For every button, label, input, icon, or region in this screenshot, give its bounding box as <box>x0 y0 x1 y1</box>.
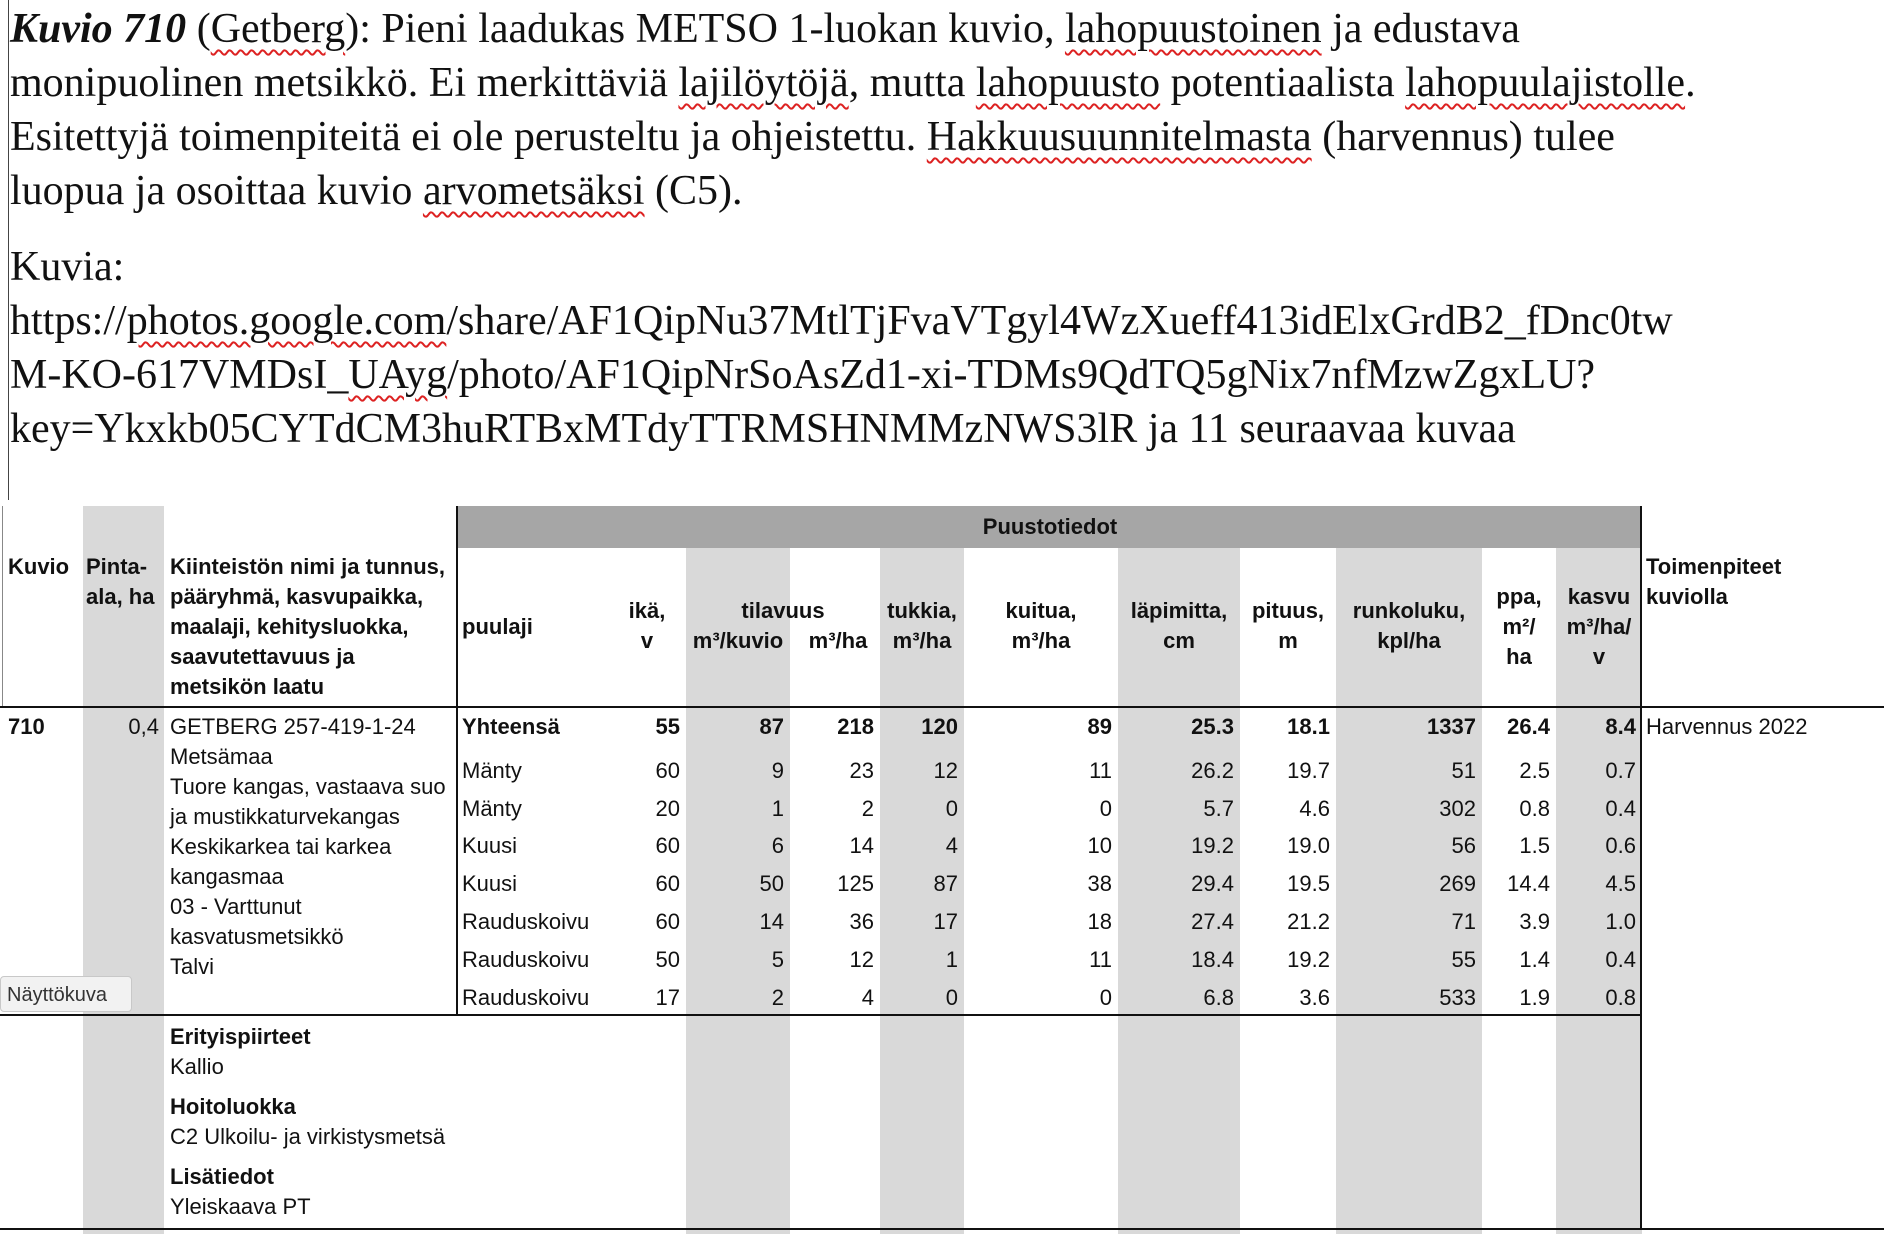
cell-tukkia: 1 <box>945 947 958 972</box>
cell-kasvu: 0.4 <box>1605 947 1636 972</box>
cell-puulaji: Rauduskoivu <box>462 909 590 934</box>
extra-title-lisatiedot: Lisätiedot <box>170 1164 274 1189</box>
cell-kuitua: 38 <box>1087 871 1112 896</box>
cell-runkoluku: 55 <box>1451 947 1476 972</box>
cell-puulaji: Kuusi <box>462 833 518 858</box>
spell-flag-arvometsaksi[interactable]: arvometsäksi <box>422 168 645 214</box>
cell-kiint-3: Tuore kangas, vastaava suo <box>170 774 446 799</box>
header-toimenpiteet-2: kuviolla <box>1646 584 1728 609</box>
paragraph-line-3 <box>10 110 1880 164</box>
header-ppa-1: ppa, <box>1496 584 1542 609</box>
cell-kiint-4: ja mustikkaturvekangas <box>170 804 400 829</box>
header-kuitua-2: m³/ha <box>1011 628 1071 653</box>
cell-tilha: 14 <box>849 833 874 858</box>
cell-lapimitta: 18.4 <box>1191 947 1234 972</box>
cell-ika: 60 <box>655 833 680 858</box>
header-tilavuus: tilavuus <box>741 598 825 623</box>
text-span: , mutta <box>848 60 976 106</box>
kuvio-label: Kuvio 710 <box>10 6 187 52</box>
text-span: ): Pieni laadukas METSO 1-luokan kuvio, <box>345 6 1065 52</box>
cell-puulaji: Rauduskoivu <box>462 947 590 972</box>
cell-tilha: 4 <box>861 985 874 1010</box>
cell-kuitua: 11 <box>1089 947 1112 972</box>
cell-kiint-8: kasvatusmetsikkö <box>170 924 344 949</box>
text-span: ja edustava <box>1321 6 1520 52</box>
cell-ika: 17 <box>655 985 680 1010</box>
text-span: M-KO-617VMDsI_ <box>10 352 349 398</box>
header-toimenpiteet-1: Toimenpiteet <box>1646 554 1782 579</box>
spell-flag-lahopuusto[interactable]: lahopuusto <box>975 60 1161 106</box>
header-pinta-1: Pinta- <box>86 554 148 579</box>
cell-runkoluku: 51 <box>1451 758 1476 783</box>
cell-ika: 55 <box>655 714 680 739</box>
cell-tilha: 125 <box>837 871 874 896</box>
header-puulaji: puulaji <box>462 614 533 639</box>
cell-ika: 60 <box>655 909 680 934</box>
header-runkoluku-2: kpl/ha <box>1377 628 1441 653</box>
extra-value-erityispiirteet: Kallio <box>170 1054 224 1079</box>
header-kasvu-3: v <box>1592 644 1606 669</box>
cell-pituus: 19.0 <box>1287 833 1330 858</box>
text-span: /share/AF1QipNu37MtlTjFvaVTgyl4WzXueff413idElxGrdB2_fDnc0tw <box>446 298 1673 344</box>
page-margin-line <box>8 0 9 500</box>
text-span: ( <box>186 6 211 52</box>
cell-ppa: 1.4 <box>1519 947 1550 972</box>
cell-tilha: 218 <box>837 714 874 739</box>
cell-ika: 60 <box>655 871 680 896</box>
cell-tilkuvio: 2 <box>771 985 784 1010</box>
cell-tilha: 36 <box>849 909 874 934</box>
left-rule <box>2 506 3 706</box>
header-tilavuus-ha: m³/ha <box>808 628 868 653</box>
text-span: luopua ja osoittaa kuvio <box>10 168 423 214</box>
cell-kuitua: 89 <box>1087 714 1112 739</box>
header-lapimitta-2: cm <box>1163 628 1195 653</box>
cell-kasvu: 1.0 <box>1605 909 1636 934</box>
header-ika-1: ikä, <box>628 598 666 623</box>
cell-ika: 50 <box>655 947 680 972</box>
text-span: potentiaalista <box>1160 60 1406 106</box>
extra-value-lisatiedot: Yleiskaava PT <box>170 1194 311 1219</box>
cell-kuitua: 10 <box>1087 833 1112 858</box>
cell-puulaji: Rauduskoivu <box>462 985 590 1010</box>
cell-runkoluku: 1337 <box>1427 714 1476 739</box>
cell-kiint-7: 03 - Varttunut <box>170 894 302 919</box>
cell-runkoluku: 269 <box>1439 871 1476 896</box>
header-kiint-2: pääryhmä, kasvupaikka, <box>170 584 424 609</box>
cell-lapimitta: 6.8 <box>1203 985 1234 1010</box>
cell-kuitua: 18 <box>1087 909 1112 934</box>
cell-tukkia: 17 <box>933 909 958 934</box>
cell-kuitua: 0 <box>1099 985 1112 1010</box>
cell-kiint-1: GETBERG 257-419-1-24 <box>170 714 416 739</box>
header-rule <box>0 706 1884 708</box>
paragraph-line-2 <box>10 56 1880 110</box>
spell-flag-lajiloytoja[interactable]: lajilöytöjä <box>678 60 849 106</box>
cell-lapimitta: 19.2 <box>1191 833 1234 858</box>
text-span: https:// <box>10 298 127 344</box>
cell-lapimitta: 25.3 <box>1191 714 1234 739</box>
cell-tukkia: 120 <box>921 714 958 739</box>
cell-tilkuvio: 87 <box>759 714 784 739</box>
photos-url-line-1[interactable] <box>10 294 1880 348</box>
extra-title-erityispiirteet: Erityispiirteet <box>170 1024 311 1049</box>
cell-tilkuvio: 9 <box>771 758 784 783</box>
cell-tilkuvio: 5 <box>771 947 784 972</box>
header-tukkia-2: m³/ha <box>892 628 952 653</box>
cell-kasvu: 0.4 <box>1605 796 1636 821</box>
cell-puulaji: Yhteensä <box>462 714 560 739</box>
header-pinta-2: ala, ha <box>86 584 155 609</box>
cell-tilkuvio: 14 <box>759 909 784 934</box>
spell-flag-lahopuustoinen[interactable]: lahopuustoinen <box>1064 6 1322 52</box>
cell-ika: 60 <box>655 758 680 783</box>
cell-tukkia: 0 <box>945 985 958 1010</box>
cell-lapimitta: 29.4 <box>1191 871 1234 896</box>
cell-kiint-2: Metsämaa <box>170 744 273 769</box>
cell-ppa: 2.5 <box>1519 758 1550 783</box>
cell-runkoluku: 302 <box>1439 796 1476 821</box>
cell-tukkia: 87 <box>933 871 958 896</box>
cell-ppa: 26.4 <box>1507 714 1550 739</box>
header-runkoluku-1: runkoluku, <box>1352 598 1466 623</box>
shade-pinta <box>83 506 164 1234</box>
col-rule-kiint <box>456 506 458 1015</box>
cell-kasvu: 0.7 <box>1605 758 1636 783</box>
cell-tilkuvio: 6 <box>771 833 784 858</box>
cell-runkoluku: 533 <box>1439 985 1476 1010</box>
cell-puulaji: Mänty <box>462 758 522 783</box>
cell-kasvu: 0.6 <box>1605 833 1636 858</box>
header-lapimitta-1: läpimitta, <box>1130 598 1228 623</box>
cell-pituus: 19.7 <box>1287 758 1330 783</box>
spell-flag-getberg[interactable]: Getberg <box>210 6 346 52</box>
cell-tilha: 12 <box>849 947 874 972</box>
cell-kasvu: 8.4 <box>1605 714 1636 739</box>
text-span: Esitettyjä toimenpiteitä ei ole perusteltu ja ohjeistettu. <box>10 114 927 160</box>
photos-url-line-2[interactable] <box>10 348 1880 402</box>
cell-ppa: 0.8 <box>1519 796 1550 821</box>
text-span: monipuolinen metsikkö. Ei merkittäviä <box>10 60 679 106</box>
header-kiint-5: metsikön laatu <box>170 674 325 699</box>
header-ppa-3: ha <box>1506 644 1532 669</box>
cell-pituus: 18.1 <box>1287 714 1330 739</box>
cell-pituus: 19.2 <box>1287 947 1330 972</box>
screenshot-tooltip: Näyttökuva <box>0 976 132 1012</box>
spell-flag-photos[interactable]: photos.google.com <box>126 298 447 344</box>
cell-runkoluku: 71 <box>1451 909 1476 934</box>
cell-tukkia: 4 <box>945 833 958 858</box>
cell-ika: 20 <box>655 796 680 821</box>
header-kiint-1: Kiinteistön nimi ja tunnus, <box>170 554 445 579</box>
header-ika-2: v <box>640 628 654 653</box>
cell-kuitua: 0 <box>1099 796 1112 821</box>
cell-tilkuvio: 50 <box>759 871 784 896</box>
cell-lapimitta: 5.7 <box>1203 796 1234 821</box>
header-kasvu-1: kasvu <box>1567 584 1631 609</box>
cell-tukkia: 0 <box>945 796 958 821</box>
group-header-puustotiedot: Puustotiedot <box>982 514 1118 539</box>
header-ppa-2: m²/ <box>1502 614 1536 639</box>
cell-puulaji: Kuusi <box>462 871 518 896</box>
text-span: (harvennus) tulee <box>1311 114 1615 160</box>
header-tilavuus-kuvio: m³/kuvio <box>692 628 784 653</box>
cell-lapimitta: 27.4 <box>1191 909 1234 934</box>
cell-lapimitta: 26.2 <box>1191 758 1234 783</box>
cell-kasvu: 0.8 <box>1605 985 1636 1010</box>
header-pituus-1: pituus, <box>1251 598 1325 623</box>
cell-kuitua: 11 <box>1089 758 1112 783</box>
cell-pituus: 19.5 <box>1287 871 1330 896</box>
cell-pituus: 21.2 <box>1287 909 1330 934</box>
cell-ppa: 1.9 <box>1519 985 1550 1010</box>
text-span: . <box>1685 60 1696 106</box>
header-kiint-3: maalaji, kehitysluokka, <box>170 614 409 639</box>
cell-kiint-9: Talvi <box>170 954 215 979</box>
photos-url-line-3[interactable]: key=Ykxkb05CYTdCM3huRTBxMTdyTTRMSHNMMzNWS3lR ja 11 seuraavaa kuvaa <box>10 406 1516 452</box>
cell-tilha: 23 <box>849 758 874 783</box>
extra-title-hoitoluokka: Hoitoluokka <box>170 1094 296 1119</box>
text-span: (C5). <box>644 168 743 214</box>
cell-ppa: 3.9 <box>1519 909 1550 934</box>
cell-pituus: 3.6 <box>1299 985 1330 1010</box>
header-pituus-2: m <box>1278 628 1298 653</box>
data-rule <box>0 1014 1642 1016</box>
spell-flag-uayg[interactable]: UAyg <box>348 352 448 398</box>
spell-flag-hakkuu[interactable]: Hakkuusuunnitelmasta <box>926 114 1312 160</box>
document-body <box>10 2 1880 456</box>
cell-tilha: 2 <box>861 796 874 821</box>
header-kuvio: Kuvio <box>8 554 70 579</box>
header-kasvu-2: m³/ha/ <box>1566 614 1632 639</box>
header-tukkia-1: tukkia, <box>887 598 957 623</box>
cell-kiint-6: kangasmaa <box>170 864 284 889</box>
cell-tilkuvio: 1 <box>771 796 784 821</box>
paragraph-line-1 <box>10 2 1880 56</box>
header-kuitua-1: kuitua, <box>1005 598 1077 623</box>
cell-kasvu: 4.5 <box>1605 871 1636 896</box>
spell-flag-lahopuulajistolle[interactable]: lahopuulajistolle <box>1405 60 1686 106</box>
text-span: /photo/AF1QipNrSoAsZd1-xi-TDMs9QdTQ5gNix7nfMzwZgxLU? <box>447 352 1596 398</box>
forest-table <box>0 506 1884 1234</box>
cell-pituus: 4.6 <box>1299 796 1330 821</box>
extra-value-hoitoluokka: C2 Ulkoilu- ja virkistysmetsä <box>170 1124 446 1149</box>
cell-toimenpide: Harvennus 2022 <box>1646 714 1808 739</box>
photos-label: Kuvia: <box>10 244 125 290</box>
cell-ppa: 1.5 <box>1519 833 1550 858</box>
bottom-rule <box>0 1228 1884 1230</box>
cell-kuvio: 710 <box>8 714 45 739</box>
cell-pinta: 0,4 <box>128 714 159 739</box>
cell-ppa: 14.4 <box>1507 871 1550 896</box>
cell-puulaji: Mänty <box>462 796 522 821</box>
paragraph-line-4 <box>10 164 1880 218</box>
cell-kiint-5: Keskikarkea tai karkea <box>170 834 392 859</box>
cell-tukkia: 12 <box>933 758 958 783</box>
header-kiint-4: saavutettavuus ja <box>170 644 355 669</box>
cell-runkoluku: 56 <box>1451 833 1476 858</box>
